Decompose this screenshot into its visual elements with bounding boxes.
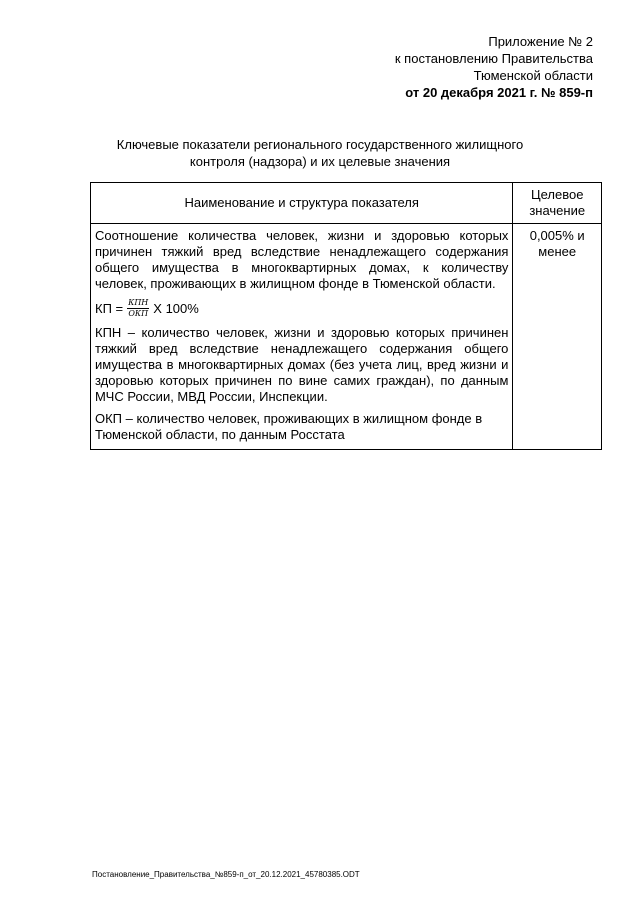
title-line-2: контроля (надзора) и их целевые значения xyxy=(189,154,451,169)
annex-reference: к постановлению Правительства xyxy=(394,51,593,66)
header-target: Целевое значение xyxy=(513,183,602,224)
title-line-1: Ключевые показатели регионального государственного жилищного xyxy=(116,137,524,152)
annex-number: Приложение № 2 xyxy=(488,34,593,49)
footer-filename: Постановление_Правительства_№859-п_от_20.12.2021_45780385.ODT xyxy=(92,870,360,879)
indicator-structure-cell xyxy=(91,224,513,450)
indicators-table xyxy=(90,182,602,450)
indicator-formula xyxy=(95,298,508,319)
formula-fraction xyxy=(127,298,149,319)
header-name: Наименование и структура показателя xyxy=(91,183,513,224)
formula-suffix: Х 100% xyxy=(153,300,199,316)
indicator-description: Соотношение количества человек, жизни и здоровью которых причинен тяжкий вред вследствие ненадлежащего содержания общего имущества в многоквартирных домах, к количеству человек, проживающих в жилищном фонде в Тюменской области. xyxy=(95,228,509,291)
document-title xyxy=(100,136,540,170)
formula-prefix: КП = xyxy=(95,300,124,316)
table-header-row xyxy=(91,183,602,224)
okp-definition: ОКП – количество человек, проживающих в жилищном фонде в Тюменской области, по данным Росстата xyxy=(95,411,483,442)
kpn-definition: КПН – количество человек, жизни и здоровью которых причинен тяжкий вред вследствие ненадлежащего содержания общего имущества в многоквартирных домах (без учета лиц, вред жизни и здоровью которых причинен по вине самих граждан), по данным МЧС России, МВД России, Инспекции. xyxy=(95,325,509,404)
formula-denominator: ОКП xyxy=(128,309,149,318)
annex-date: от 20 декабря 2021 г. № 859-п xyxy=(405,85,593,100)
formula-numerator: КПН xyxy=(128,298,149,307)
table-row xyxy=(91,224,602,450)
target-value-cell: 0,005% и менее xyxy=(513,224,602,450)
annex-header xyxy=(333,33,593,101)
annex-region: Тюменской области xyxy=(473,68,593,83)
